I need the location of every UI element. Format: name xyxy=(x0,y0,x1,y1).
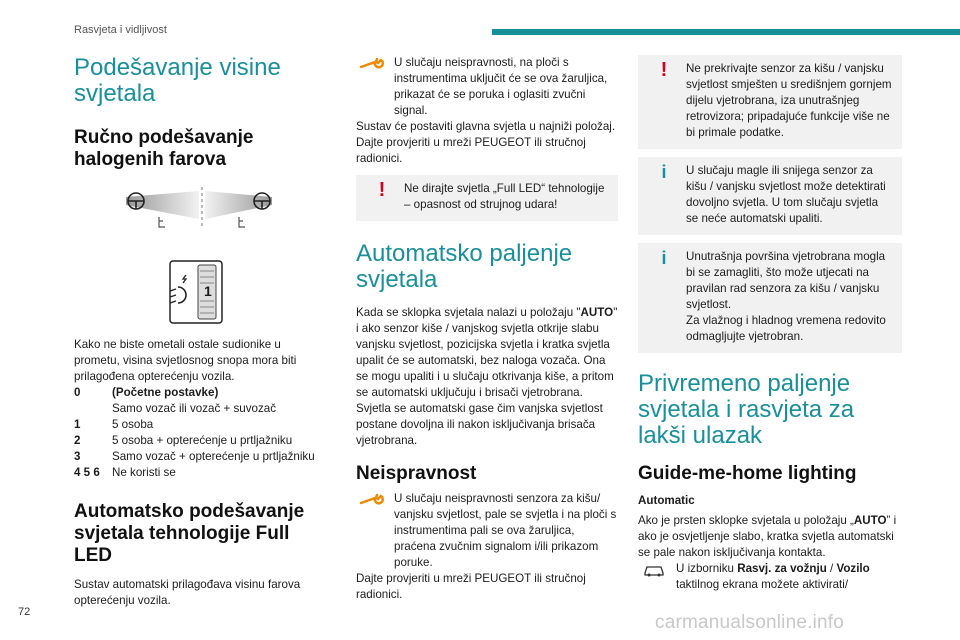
subheading-auto-full-led: Automatsko podešavanje svjetala tehnologije Full LED xyxy=(74,501,305,566)
legend-key xyxy=(74,401,112,417)
warning-block-2 xyxy=(356,491,618,571)
sensor-fault-text: U slučaju neispravnosti senzora za kišu/ vanjsku svjetlost, pale se svjetla i na ploči s instrumentima pali se ova žaruljica, praćena zvučnim signalom i/ili prikazom poruke. xyxy=(394,492,617,569)
guide-me-home-text: Ako je prsten sklopke svjetala u položaju „AUTO” i ako je osvjetljenje slabo, kratka svjetla automatski se pale nakon isključivanja kontakta. xyxy=(638,514,897,559)
menu-instruction-text: U izborniku Rasvj. za vožnju / Vozilo taktilnog ekrana možete aktivirati/ xyxy=(676,562,870,591)
headlight-beam-illustration xyxy=(74,185,324,249)
legend-value: Samo vozač ili vozač + suvozač xyxy=(112,402,276,415)
windscreen-info-box xyxy=(638,243,902,353)
legend-key: 1 xyxy=(74,418,81,431)
sensor-cover-alert xyxy=(638,55,902,149)
auto-led-text: Sustav automatski prilagođava visinu farova opterećenju vozila. xyxy=(74,578,301,607)
column-3 xyxy=(638,55,902,593)
legend-key: 3 xyxy=(74,450,81,463)
watermark: carmanualsonline.info xyxy=(655,612,845,633)
legend-key: 0 xyxy=(74,386,81,399)
fog-info-box xyxy=(638,157,902,235)
automatic-label: Automatic xyxy=(638,494,695,507)
dial-position-label: 1 xyxy=(204,283,212,299)
header-accent-bar xyxy=(492,29,960,35)
legend-value: Samo vozač + opterećenje u prtljažniku xyxy=(112,450,315,463)
sensor-cover-alert-text: Ne prekrivajte senzor za kišu / vanjsku svjetlost smješten u središnjem gornjem dijelu vjetrobrana, iza unutrašnjeg retrovizora; pripadajuće funkcije više ne bi primale podatke. xyxy=(686,62,892,139)
auto-lights-off-text: Svjetla se automatski gase čim vanjska svjetlost postane dovoljna ili nakon isključivanja brisača vjetrobrana. xyxy=(356,402,603,447)
info-icon: i xyxy=(661,247,667,268)
height-adjust-intro: Kako ne biste ometali ostale sudionike u prometu, visina svjetlosnog snopa mora biti prilagođena opterećenju vozila. xyxy=(74,338,297,383)
windscreen-info-text: Unutrašnja površina vjetrobrana mogla bi se zamagliti, što može utjecati na pravilan rad senzora za kišu / vanjsku svjetlost. xyxy=(686,250,886,311)
column-1 xyxy=(74,55,324,609)
legend-value: Ne koristi se xyxy=(112,466,176,479)
subheading-guide-me-home: Guide-me-home lighting xyxy=(638,463,857,484)
legend-key: 2 xyxy=(74,434,81,447)
column-2 xyxy=(356,55,618,603)
exclamation-icon: ! xyxy=(378,178,386,201)
section-title-height-adjust: Podešavanje visine svjetala xyxy=(74,54,281,107)
windscreen-demist-text: Za vlažnog i hladnog vremena redovito odmagljujte vjetrobran. xyxy=(686,314,886,343)
load-legend xyxy=(74,385,324,481)
legend-key: 4 5 6 xyxy=(74,466,100,479)
height-adjust-dial-illustration xyxy=(74,257,324,327)
legend-value: 5 osoba + opterećenje u prtljažniku xyxy=(112,434,293,447)
car-menu-icon xyxy=(638,561,670,579)
subheading-manual-halogen: Ručno podešavanje halogenih farova xyxy=(74,127,254,170)
section-title-auto-lights: Automatsko paljenje svjetala xyxy=(356,240,573,293)
page-number: 72 xyxy=(18,606,31,618)
sensor-fault-dealer-text: Dajte provjeriti u mreži PEUGEOT ili stručnoj radionici. xyxy=(356,572,586,601)
auto-lights-text: Kada se sklopka svjetala nalazi u položaju "AUTO" i ako senzor kiše / vanjskog svjetla otkrije slabu vanjsku svjetlost, pozicijska svjetla i kratka svjetla upalit će se automatski, bez naloga vozača. Ona se mogu upaliti i u slučaju otkrivanja kiše, a pritom se automatski uključuju i brisači vjetrobrana. xyxy=(356,306,618,399)
legend-value: 5 osoba xyxy=(112,418,154,431)
subheading-fault: Neispravnost xyxy=(356,463,477,484)
fault-check-dealer-text: Dajte provjeriti u mreži PEUGEOT ili stručnoj radionici. xyxy=(356,136,586,165)
info-icon: i xyxy=(661,161,667,182)
exclamation-icon: ! xyxy=(660,58,668,81)
section-title-guide-me-home: Privremeno paljenje svjetala i rasvjeta za lakši ulazak xyxy=(638,370,855,449)
fault-lowest-position-text: Sustav će postaviti glavna svjetla u najniži položaj. xyxy=(356,120,616,133)
led-shock-alert-text: Ne dirajte svjetla „Full LED“ tehnologije – opasnost od strujnog udara! xyxy=(404,182,605,211)
wrench-warning-icon xyxy=(356,491,388,509)
section-header: Rasvjeta i vidljivost xyxy=(74,24,167,36)
fog-info-text: U slučaju magle ili snijega senzor za kišu / vanjsku svjetlost može detektirati dovoljno svjetla. U tom slučaju svjetla se neće automatski upaliti. xyxy=(686,164,886,225)
warning-block-1 xyxy=(356,55,618,119)
menu-instruction xyxy=(638,561,902,593)
fault-warning-text: U slučaju neispravnosti, na ploči s instrumentima uključit će se ova žaruljica, prikazat će se poruka i oglasiti zvučni signal. xyxy=(394,56,608,117)
wrench-warning-icon xyxy=(356,55,388,73)
legend-value: (Početne postavke) xyxy=(112,386,219,399)
led-shock-alert xyxy=(356,175,618,221)
